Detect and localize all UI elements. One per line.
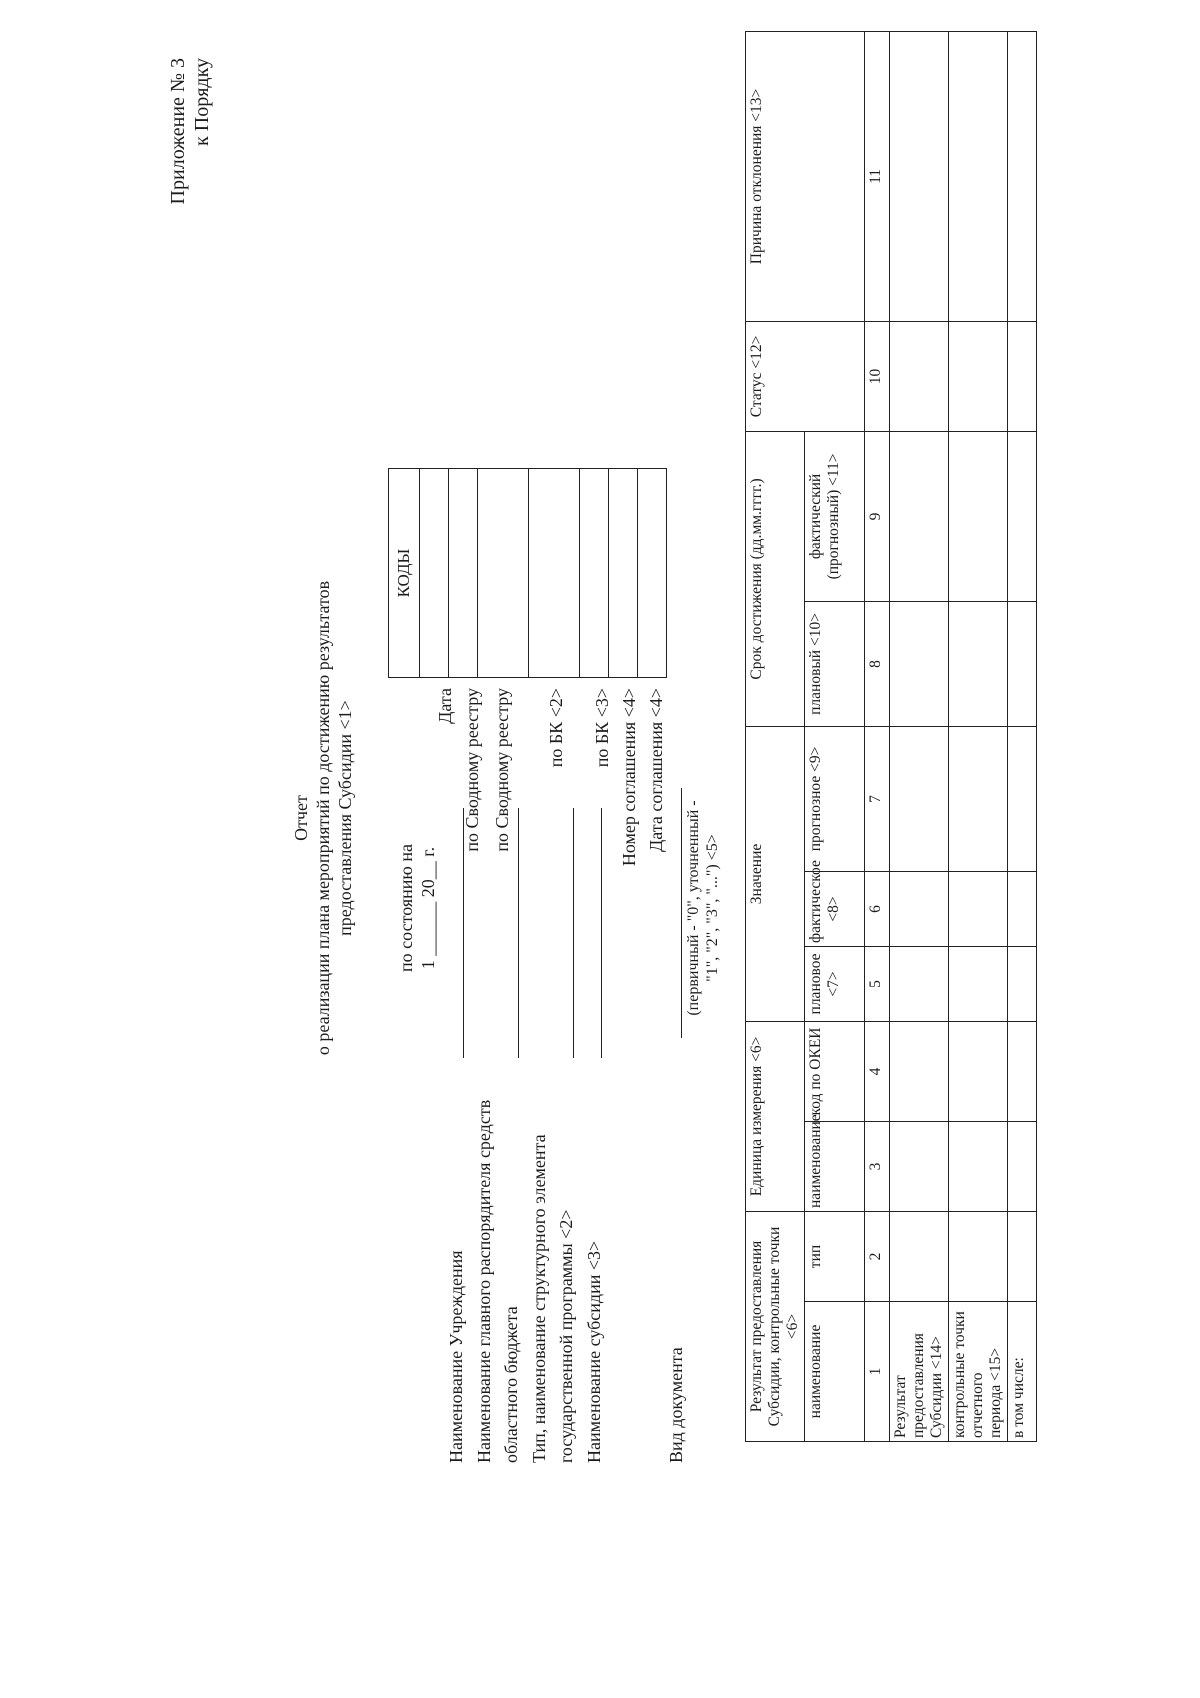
row-label-line: в том числе: (1010, 1357, 1027, 1438)
field-subsidy: Наименование субсидии <3> (584, 1240, 604, 1463)
code-cell-bk-2[interactable] (529, 469, 580, 678)
table-cell[interactable] (949, 946, 1008, 1021)
table-cell[interactable] (949, 1121, 1008, 1211)
header-status: Статус <12> (746, 321, 865, 431)
date-value: 1 ______ 20__ г. (418, 846, 438, 970)
codes-table (388, 468, 667, 678)
doc-note-1: (первичный - "0", уточненный - (685, 800, 702, 1016)
code-label-agreement-number: Номер соглашения <4> (619, 688, 639, 867)
code-label-registry-2: по Сводному реестру (492, 688, 512, 852)
date-label: по состоянию на (396, 844, 416, 972)
title-line-3: предоставления Субсидии <1> (335, 700, 355, 936)
table-row (1008, 31, 1037, 1441)
code-label-bk-3: по БК <3> (592, 688, 612, 768)
field-institution: Наименование Учреждения (446, 1250, 466, 1463)
table-cell[interactable] (890, 601, 949, 726)
col-num: 5 (865, 946, 890, 1021)
doc-type-line (681, 788, 682, 1038)
row-label-line: Субсидии <14> (928, 1336, 945, 1438)
code-cell-registry-1[interactable] (449, 469, 478, 678)
row-label (949, 1302, 1008, 1442)
title-line-2: о реализации плана мероприятий по достижению результатов (313, 580, 333, 1056)
col-num: 8 (865, 601, 890, 726)
row-label (890, 1302, 949, 1442)
col-num: 4 (865, 1021, 890, 1121)
doc-note-2: "1", "2", "3", "...") <5> (704, 834, 721, 982)
col-num: 10 (865, 321, 890, 431)
row-label-line: периода <15> (987, 1347, 1004, 1438)
appendix-line-2: к Порядку (191, 58, 213, 146)
col-num: 7 (865, 726, 890, 871)
table-cell[interactable] (1008, 946, 1037, 1021)
table-cell[interactable] (1008, 1121, 1037, 1211)
field-manager-1: Наименование главного распорядителя средств (474, 1099, 494, 1463)
subheader-forecast: прогнозное <9> (805, 726, 865, 871)
manager-line (518, 808, 519, 1058)
appendix-header (166, 58, 214, 288)
table-cell[interactable] (949, 321, 1008, 431)
field-type-1: Тип, наименование структурного элемента (529, 1134, 549, 1463)
table-cell[interactable] (890, 321, 949, 431)
field-type-2: государственной программы <2> (556, 1209, 576, 1463)
codes-header: КОДЫ (389, 469, 420, 678)
subheader-unit-name: наименование (805, 1121, 865, 1211)
code-label-registry-1: по Сводному реестру (462, 688, 482, 852)
table-cell[interactable] (1008, 431, 1037, 601)
field-doc-type: Вид документа (666, 1347, 686, 1463)
table-cell[interactable] (890, 946, 949, 1021)
code-cell-date[interactable] (420, 469, 449, 678)
table-cell[interactable] (949, 431, 1008, 601)
table-cell[interactable] (890, 31, 949, 321)
subheader-term-actual: фактический (прогнозный) <11> (805, 431, 865, 601)
code-cell-agreement-number[interactable] (609, 469, 638, 678)
table-cell[interactable] (1008, 1021, 1037, 1121)
subheader-planned: плановое <7> (805, 946, 865, 1021)
code-cell-registry-2[interactable] (478, 469, 529, 678)
subheader-term-planned: плановый <10> (805, 601, 865, 726)
code-label-agreement-date: Дата соглашения <4> (646, 688, 666, 853)
subheader-type: тип (805, 1211, 865, 1301)
col-num: 9 (865, 431, 890, 601)
col-num: 3 (865, 1121, 890, 1211)
table-cell[interactable] (890, 1211, 949, 1301)
header-result: Результат предоставления Субсидии, контрольные точки <6> (746, 1211, 805, 1441)
subheader-okei: код по ОКЕИ (805, 1021, 865, 1121)
table-cell[interactable] (890, 1121, 949, 1211)
table-cell[interactable] (1008, 871, 1037, 946)
report-title (290, 498, 356, 1138)
table-cell[interactable] (890, 431, 949, 601)
header-unit: Единица измерения <6> (746, 1021, 805, 1211)
table-cell[interactable] (1008, 601, 1037, 726)
doc-type-note (684, 778, 722, 1038)
table-cell[interactable] (1008, 1211, 1037, 1301)
table-cell[interactable] (1008, 31, 1037, 321)
appendix-line-1: Приложение № 3 (167, 58, 189, 205)
table-row (890, 31, 949, 1441)
table-cell[interactable] (949, 726, 1008, 871)
table-cell[interactable] (949, 31, 1008, 321)
subheader-name: наименование (805, 1302, 865, 1442)
table-cell[interactable] (890, 871, 949, 946)
row-label-line: Результат предоставления (892, 1333, 927, 1438)
subheader-actual: фактическое <8> (805, 871, 865, 946)
header-term: Срок достижения (дд.мм.гггг.) (746, 431, 805, 726)
row-label (1008, 1302, 1037, 1442)
code-label-date: Дата (435, 688, 455, 724)
col-num: 6 (865, 871, 890, 946)
col-num: 2 (865, 1211, 890, 1301)
table-cell[interactable] (1008, 726, 1037, 871)
table-cell[interactable] (1008, 321, 1037, 431)
table-cell[interactable] (949, 601, 1008, 726)
header-reason: Причина отклонения <13> (746, 31, 865, 321)
table-cell[interactable] (949, 1211, 1008, 1301)
report-table (745, 31, 1037, 1442)
col-num: 11 (865, 31, 890, 321)
title-line-1: Отчет (291, 795, 311, 841)
row-label-line: контрольные точки отчетного (951, 1311, 986, 1438)
col-num: 1 (865, 1302, 890, 1442)
code-label-bk-2: по БК <2> (546, 688, 566, 768)
table-row (949, 31, 1008, 1441)
code-cell-bk-3[interactable] (580, 469, 609, 678)
table-cell[interactable] (949, 871, 1008, 946)
table-cell[interactable] (949, 1021, 1008, 1121)
type-line (573, 808, 574, 1058)
table-cell[interactable] (890, 726, 949, 871)
field-manager-2: областного бюджета (501, 1306, 521, 1463)
table-cell[interactable] (890, 1021, 949, 1121)
report-date (395, 808, 439, 1008)
header-value: Значение (746, 726, 805, 1021)
code-cell-agreement-date[interactable] (638, 469, 667, 678)
